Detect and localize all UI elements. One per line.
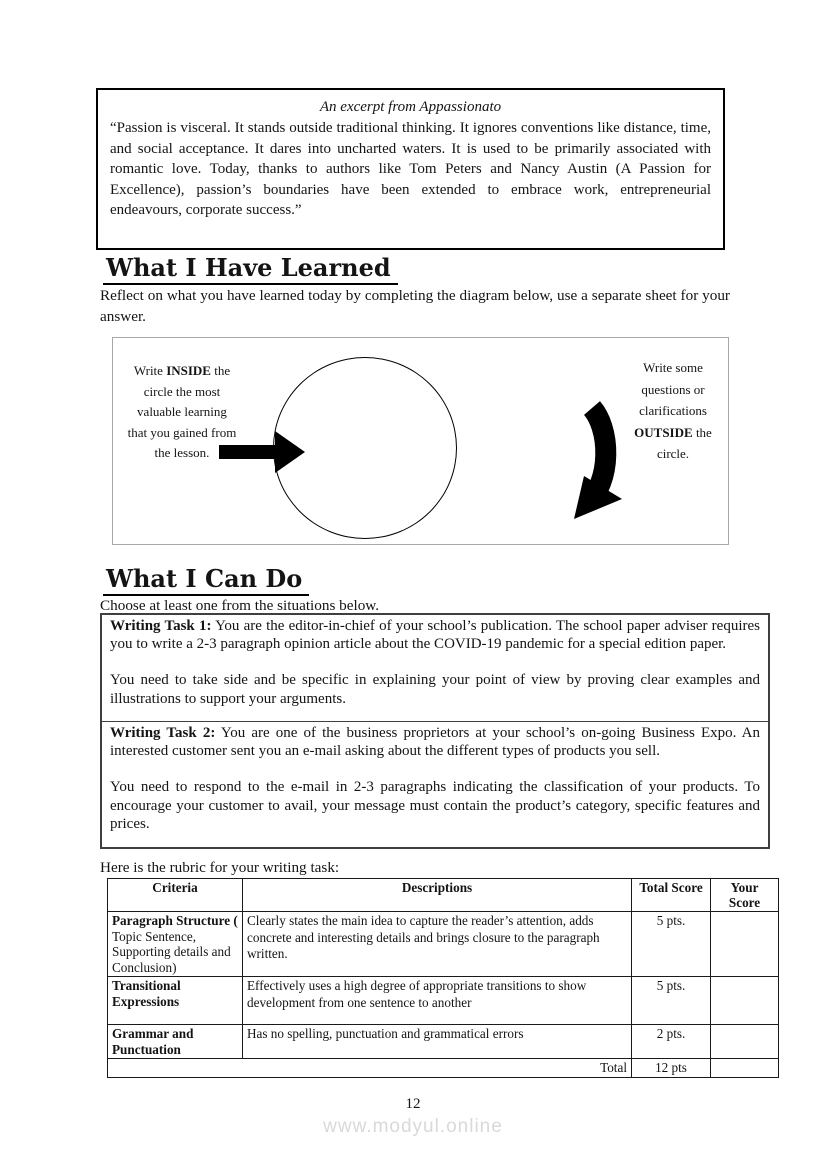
total-score-1: 5 pts. <box>632 912 711 977</box>
task-2-paragraph-1 <box>110 724 760 760</box>
description-transitional-expressions: Effectively uses a high degree of appropriate transitions to show development from one sentence to another <box>243 977 632 1025</box>
right-note-pre: Write some questions or clarifications <box>639 360 707 418</box>
header-descriptions: Descriptions <box>243 879 632 912</box>
criteria-bold: Paragraph Structure ( <box>112 913 238 928</box>
left-note-bold: INSIDE <box>166 363 211 378</box>
description-paragraph-structure: Clearly states the main idea to capture the reader’s attention, adds concrete and interesting details and brings closure to the paragraph written. <box>243 912 632 977</box>
task-1-paragraph-2: You need to take side and be specific in explaining your point of view by proving clear examples and illustrations to support your arguments. <box>110 672 760 707</box>
diagram-right-note <box>617 357 729 465</box>
total-score-2: 5 pts. <box>632 977 711 1025</box>
excerpt-body: “Passion is visceral. It stands outside traditional thinking. It ignores conventions like distance, time, and social acceptance. It dares into uncharted waters. It is used to be primarily associated with romantic love. Today, thanks to authors like Tom Peters and Nancy Austin (A Passion for Excellence), passion’s boundaries have been extended to embrace work, entrepreneurial endeavours, corporate success.” <box>110 120 711 218</box>
watermark: www.modyul.online <box>323 1116 503 1137</box>
rubric-intro: Here is the rubric for your writing task: <box>100 859 340 876</box>
total-your-score <box>711 1059 779 1078</box>
description-grammar-punctuation: Has no spelling, punctuation and grammatical errors <box>243 1025 632 1059</box>
writing-task-1 <box>102 615 768 722</box>
criteria-rest: Topic Sentence, Supporting details and Conclusion) <box>112 928 231 975</box>
reflection-diagram <box>112 337 729 545</box>
criteria-bold: Transitional Expressions <box>112 978 181 1009</box>
instruction-choose: Choose at least one from the situations below. <box>100 597 380 614</box>
page-number: 12 <box>405 1096 421 1112</box>
total-score-3: 2 pts. <box>632 1025 711 1059</box>
rubric-row-paragraph-structure <box>108 912 779 977</box>
header-your-score: Your Score <box>711 879 779 912</box>
your-score-3 <box>711 1025 779 1059</box>
instruction-reflect: Reflect on what you have learned today by completing the diagram below, use a separate sheet for your answer. <box>100 287 730 325</box>
left-note-pre: Write <box>133 363 167 378</box>
task-1-paragraph-1 <box>110 617 760 653</box>
header-criteria: Criteria <box>108 879 243 912</box>
criteria-transitional-expressions <box>108 977 243 1025</box>
writing-tasks-box <box>100 613 770 849</box>
task-1-label: Writing Task 1: <box>110 618 212 634</box>
rubric-row-transitional-expressions <box>108 977 779 1025</box>
right-block-arrow-icon <box>219 430 305 474</box>
total-points: 12 pts <box>632 1059 711 1078</box>
heading-what-i-can-do: What I Can Do <box>103 565 309 596</box>
your-score-1 <box>711 912 779 977</box>
total-label: Total <box>108 1059 632 1078</box>
right-note-bold: OUTSIDE <box>634 424 693 440</box>
rubric-table <box>107 878 779 1078</box>
rubric-header-row <box>108 879 779 912</box>
rubric-total-row <box>108 1059 779 1078</box>
criteria-bold: Grammar and Punctuation <box>112 1026 194 1057</box>
task-1-body-1: You are the editor-in-chief of your school’s publication. The school paper adviser requires you to write a 2-3 paragraph opinion article about the COVID-19 pandemic for a special edition paper. <box>110 618 760 653</box>
criteria-paragraph-structure <box>108 912 243 977</box>
right-note-post: the circle. <box>656 424 712 461</box>
rubric-row-grammar-punctuation <box>108 1025 779 1059</box>
excerpt-title: An excerpt from Appassionato <box>319 99 502 115</box>
task-2-label: Writing Task 2: <box>110 725 216 741</box>
task-2-paragraph-2: You need to respond to the e-mail in 2-3 paragraphs indicating the classification of your products. To encourage your customer to avail, your message must contain the product’s category, specific features and prices. <box>110 779 760 832</box>
writing-task-2 <box>102 722 768 847</box>
header-total-score: Total Score <box>632 879 711 912</box>
excerpt-box <box>96 88 725 250</box>
left-note-post: the circle the most valuable learning that you gained from the lesson. <box>127 363 237 460</box>
heading-what-i-have-learned: What I Have Learned <box>103 254 398 285</box>
your-score-2 <box>711 977 779 1025</box>
criteria-grammar-punctuation <box>108 1025 243 1059</box>
task-2-body-1: You are one of the business proprietors at your school’s on-going Business Expo. An interested customer sent you an e-mail asking about the different types of products you sell. <box>110 725 760 760</box>
